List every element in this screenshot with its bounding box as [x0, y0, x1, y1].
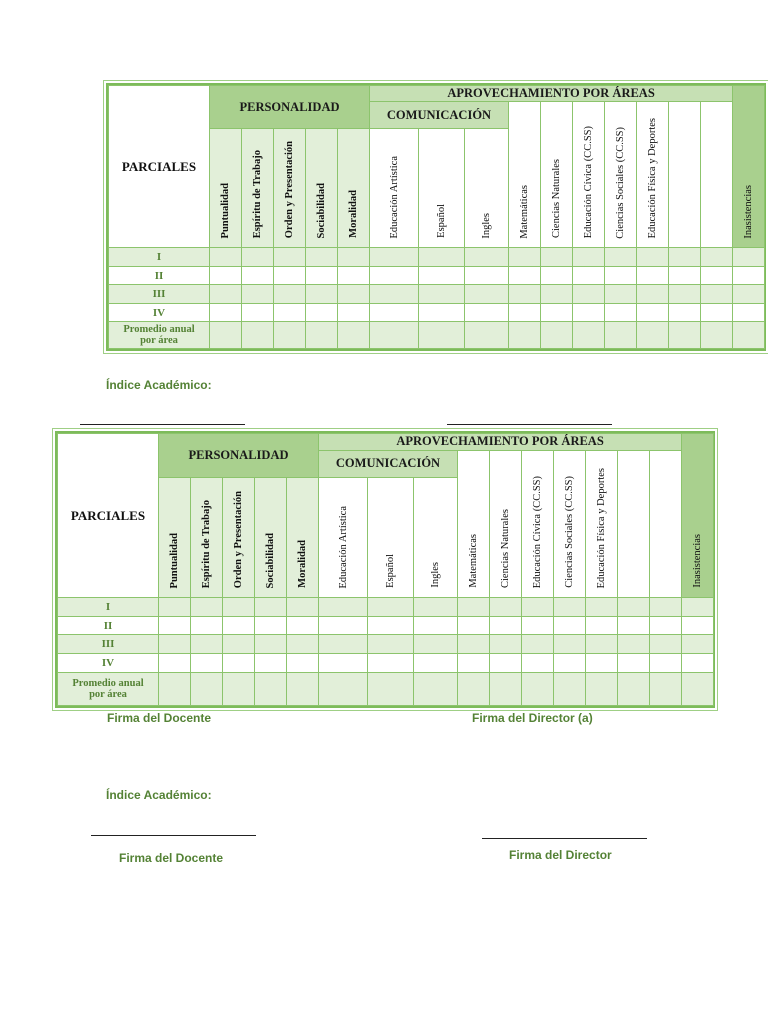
grade-cell — [414, 672, 458, 705]
grade-cell — [669, 303, 701, 321]
grade-cell — [419, 322, 465, 349]
grade-cell — [522, 635, 554, 654]
grade-cell — [255, 672, 287, 705]
grade-cell — [419, 285, 465, 303]
grade-cell — [618, 635, 650, 654]
personalidad-item: Espíritu de Trabajo — [242, 129, 274, 248]
aprovechamiento-header: APROVECHAMIENTO POR ÁREAS — [319, 434, 682, 451]
grade-cell — [319, 654, 368, 673]
grade-cell — [509, 266, 541, 284]
grade-cell — [509, 248, 541, 266]
grade-cell — [618, 598, 650, 617]
row-label: IV — [58, 654, 159, 673]
row-label: III — [58, 635, 159, 654]
comunicacion-item: Educación Artística — [370, 129, 419, 248]
grade-cell — [618, 654, 650, 673]
grade-cell — [255, 654, 287, 673]
grade-cell — [669, 322, 701, 349]
grade-cell — [541, 285, 573, 303]
grade-cell — [287, 635, 319, 654]
grade-cell — [458, 598, 490, 617]
row-label-promedio: Promedio anual por área — [58, 672, 159, 705]
grade-cell — [368, 654, 414, 673]
grade-cell — [733, 322, 765, 349]
comunicacion-item: Ingles — [465, 129, 509, 248]
grade-cell — [637, 266, 669, 284]
grade-cell — [650, 616, 682, 635]
grade-cell — [637, 285, 669, 303]
comunicacion-item: Educación Artística — [319, 477, 368, 597]
grade-cell — [370, 266, 419, 284]
grade-cell — [554, 598, 586, 617]
signature-line-docente — [80, 424, 245, 425]
indice-academico-label: Índice Académico: — [106, 378, 212, 392]
grade-cell — [306, 285, 338, 303]
grade-cell — [242, 322, 274, 349]
grade-cell — [210, 266, 242, 284]
grade-cell — [637, 322, 669, 349]
personalidad-item: Puntualidad — [159, 477, 191, 597]
grade-cell — [701, 322, 733, 349]
grade-cell — [159, 635, 191, 654]
grade-cell — [522, 616, 554, 635]
grade-cell — [465, 303, 509, 321]
grade-cell — [306, 322, 338, 349]
grade-cell — [509, 303, 541, 321]
grade-cell — [338, 322, 370, 349]
grades-table-2 — [55, 431, 715, 708]
firma-docente-label: Firma del Docente — [107, 711, 212, 725]
comunicacion-header: COMUNICACIÓN — [319, 450, 458, 477]
grade-cell — [338, 248, 370, 266]
grade-cell — [368, 598, 414, 617]
grade-cell — [573, 303, 605, 321]
signature-line-director — [447, 424, 612, 425]
row-label: II — [58, 616, 159, 635]
grade-cell — [490, 635, 522, 654]
grade-cell — [414, 598, 458, 617]
grade-cell — [682, 654, 714, 673]
grade-cell — [287, 654, 319, 673]
grade-cell — [701, 303, 733, 321]
grade-cell — [509, 322, 541, 349]
grade-cell — [419, 266, 465, 284]
personalidad-header: PERSONALIDAD — [210, 86, 370, 129]
row-label: I — [58, 598, 159, 617]
grade-cell — [319, 635, 368, 654]
grade-cell — [490, 654, 522, 673]
grade-cell — [255, 616, 287, 635]
grade-cell — [701, 266, 733, 284]
row-label: III — [109, 285, 210, 303]
grade-cell — [701, 248, 733, 266]
grade-cell — [650, 654, 682, 673]
grade-cell — [522, 654, 554, 673]
grade-cell — [605, 285, 637, 303]
grade-cell — [287, 672, 319, 705]
grade-cell — [541, 322, 573, 349]
comunicacion-header: COMUNICACIÓN — [370, 102, 509, 129]
personalidad-item: Moralidad — [338, 129, 370, 248]
grade-cell — [287, 616, 319, 635]
subject-header-blank — [618, 450, 650, 597]
subject-header: Educación Cívica (CC.SS) — [573, 102, 605, 248]
comunicacion-item: Español — [419, 129, 465, 248]
grade-cell — [522, 672, 554, 705]
grade-cell — [650, 672, 682, 705]
parciales-header: PARCIALES — [109, 86, 210, 248]
grade-cell — [210, 248, 242, 266]
grade-cell — [242, 303, 274, 321]
grade-cell — [650, 635, 682, 654]
grade-cell — [465, 285, 509, 303]
grade-cell — [242, 248, 274, 266]
grade-cell — [255, 598, 287, 617]
grade-cell — [458, 616, 490, 635]
grade-cell — [191, 616, 223, 635]
grade-cell — [191, 635, 223, 654]
grades-table-1 — [106, 83, 766, 351]
grade-cell — [223, 598, 255, 617]
subject-header: Matemáticas — [458, 450, 490, 597]
grade-cell — [509, 285, 541, 303]
grade-cell — [223, 654, 255, 673]
grade-cell — [465, 266, 509, 284]
grade-cell — [159, 598, 191, 617]
comunicacion-item: Ingles — [414, 477, 458, 597]
grade-cell — [554, 654, 586, 673]
personalidad-header: PERSONALIDAD — [159, 434, 319, 478]
grade-cell — [414, 654, 458, 673]
grade-cell — [669, 285, 701, 303]
grade-cell — [650, 598, 682, 617]
personalidad-item: Sociabilidad — [255, 477, 287, 597]
grade-cell — [191, 654, 223, 673]
grade-cell — [210, 285, 242, 303]
comunicacion-item: Español — [368, 477, 414, 597]
subject-header: Educación Física y Deportes — [586, 450, 618, 597]
personalidad-item: Espíritu de Trabajo — [191, 477, 223, 597]
grade-cell — [490, 598, 522, 617]
grade-cell — [191, 598, 223, 617]
grade-cell — [255, 635, 287, 654]
grade-cell — [733, 303, 765, 321]
grade-cell — [541, 248, 573, 266]
grade-cell — [223, 616, 255, 635]
signature-line-docente — [91, 835, 256, 836]
grade-cell — [637, 248, 669, 266]
subject-header: Educación Física y Deportes — [637, 102, 669, 248]
grade-cell — [586, 616, 618, 635]
grade-cell — [274, 266, 306, 284]
personalidad-item: Orden y Presentación — [274, 129, 306, 248]
grade-cell — [370, 285, 419, 303]
grade-cell — [306, 248, 338, 266]
grade-cell — [306, 303, 338, 321]
grade-cell — [458, 672, 490, 705]
grade-cell — [368, 635, 414, 654]
grade-cell — [274, 248, 306, 266]
grade-cell — [368, 616, 414, 635]
grade-cell — [573, 248, 605, 266]
grade-cell — [465, 322, 509, 349]
grade-cell — [274, 303, 306, 321]
grade-cell — [419, 248, 465, 266]
grade-cell — [338, 266, 370, 284]
grade-cell — [159, 672, 191, 705]
grade-cell — [414, 616, 458, 635]
grade-cell — [319, 672, 368, 705]
grade-cell — [319, 598, 368, 617]
grade-cell — [223, 672, 255, 705]
grade-cell — [368, 672, 414, 705]
row-label: IV — [109, 303, 210, 321]
grade-cell — [159, 654, 191, 673]
grade-cell — [274, 285, 306, 303]
subject-header-blank — [669, 102, 701, 248]
personalidad-item: Moralidad — [287, 477, 319, 597]
firma-director-label: Firma del Director — [509, 848, 612, 862]
grade-cell — [605, 266, 637, 284]
subject-header: Ciencias Naturales — [541, 102, 573, 248]
row-label: II — [109, 266, 210, 284]
grade-cell — [306, 266, 338, 284]
inasistencias-header: Inasistencias — [733, 86, 765, 248]
grade-cell — [586, 598, 618, 617]
subject-header-blank — [650, 450, 682, 597]
grade-cell — [586, 635, 618, 654]
grade-cell — [242, 285, 274, 303]
grade-cell — [618, 672, 650, 705]
subject-header: Ciencias Sociales (CC.SS) — [605, 102, 637, 248]
grade-cell — [458, 654, 490, 673]
personalidad-item: Orden y Presentación — [223, 477, 255, 597]
grade-cell — [573, 322, 605, 349]
subject-header-blank — [701, 102, 733, 248]
grade-cell — [242, 266, 274, 284]
grade-cell — [682, 672, 714, 705]
subject-header: Educación Cívica (CC.SS) — [522, 450, 554, 597]
grade-cell — [618, 616, 650, 635]
grade-cell — [541, 303, 573, 321]
subject-header: Matemáticas — [509, 102, 541, 248]
indice-academico-label: Índice Académico: — [106, 788, 212, 802]
grade-cell — [573, 266, 605, 284]
personalidad-item: Puntualidad — [210, 129, 242, 248]
grade-cell — [669, 266, 701, 284]
signature-line-director — [482, 838, 647, 839]
personalidad-item: Sociabilidad — [306, 129, 338, 248]
grade-cell — [490, 672, 522, 705]
inasistencias-header: Inasistencias — [682, 434, 714, 598]
grade-cell — [554, 616, 586, 635]
grade-cell — [287, 598, 319, 617]
grade-cell — [586, 654, 618, 673]
grade-cell — [554, 635, 586, 654]
firma-director-label: Firma del Director (a) — [472, 711, 593, 725]
grade-cell — [586, 672, 618, 705]
subject-header: Ciencias Sociales (CC.SS) — [554, 450, 586, 597]
grade-cell — [370, 248, 419, 266]
grade-cell — [669, 248, 701, 266]
grade-cell — [605, 303, 637, 321]
grade-cell — [573, 285, 605, 303]
grade-cell — [522, 598, 554, 617]
grade-cell — [338, 303, 370, 321]
grade-cell — [682, 635, 714, 654]
row-label-promedio: Promedio anual por área — [109, 322, 210, 349]
grade-cell — [159, 616, 191, 635]
grade-cell — [274, 322, 306, 349]
grade-cell — [733, 266, 765, 284]
grade-cell — [554, 672, 586, 705]
grade-cell — [419, 303, 465, 321]
firma-docente-label: Firma del Docente — [119, 851, 224, 865]
grade-cell — [319, 616, 368, 635]
grade-cell — [370, 303, 419, 321]
grade-cell — [458, 635, 490, 654]
grade-cell — [465, 248, 509, 266]
grade-cell — [733, 285, 765, 303]
grade-cell — [338, 285, 370, 303]
grade-cell — [210, 322, 242, 349]
parciales-header: PARCIALES — [58, 434, 159, 598]
grade-cell — [682, 616, 714, 635]
grade-cell — [733, 248, 765, 266]
grade-cell — [605, 322, 637, 349]
grade-cell — [490, 616, 522, 635]
subject-header: Ciencias Naturales — [490, 450, 522, 597]
grade-cell — [210, 303, 242, 321]
grade-cell — [701, 285, 733, 303]
grade-cell — [370, 322, 419, 349]
grade-cell — [682, 598, 714, 617]
grade-cell — [605, 248, 637, 266]
grade-cell — [637, 303, 669, 321]
grade-cell — [414, 635, 458, 654]
grade-cell — [191, 672, 223, 705]
row-label: I — [109, 248, 210, 266]
grade-cell — [541, 266, 573, 284]
aprovechamiento-header: APROVECHAMIENTO POR ÁREAS — [370, 86, 733, 102]
grade-cell — [223, 635, 255, 654]
